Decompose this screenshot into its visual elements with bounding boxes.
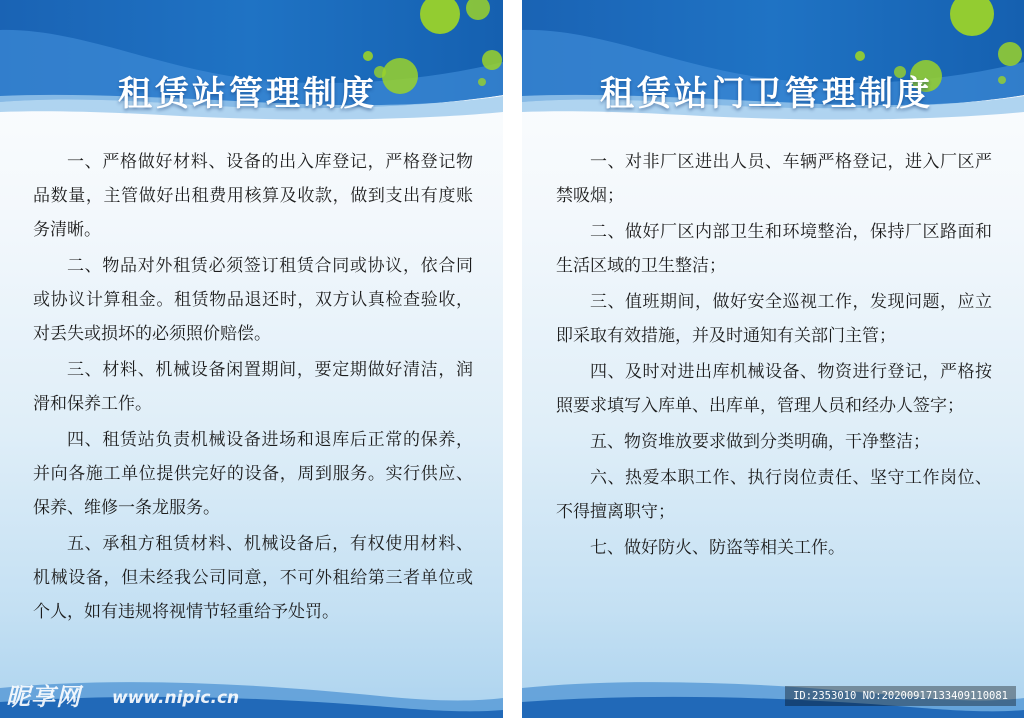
rule-paragraph: 二、物品对外租赁必须签订租赁合同或协议，依合同或协议计算租金。租赁物品退还时，双方认真检查验收，对丢失或损坏的必须照价赔偿。 xyxy=(33,256,473,344)
rules-body xyxy=(556,145,992,567)
panel-divider xyxy=(503,0,522,718)
watermark-logo: 昵享网 xyxy=(6,683,81,711)
left-poster xyxy=(0,0,503,718)
page-title: 租赁站管理制度 xyxy=(118,74,377,114)
image-id-badge: ID:2353010 NO:20200917133409110081 xyxy=(785,686,1016,706)
rule-paragraph: 二、做好厂区内部卫生和环境整治，保持厂区路面和生活区域的卫生整洁； xyxy=(556,222,992,276)
rule-paragraph: 三、材料、机械设备闲置期间，要定期做好清洁，润滑和保养工作。 xyxy=(33,360,473,414)
rule-paragraph: 一、对非厂区进出人员、车辆严格登记，进入厂区严禁吸烟； xyxy=(556,152,992,206)
rule-paragraph: 七、做好防火、防盗等相关工作。 xyxy=(590,538,845,558)
rule-paragraph: 四、及时对进出库机械设备、物资进行登记，严格按照要求填写入库单、出库单，管理人员和经办人签字； xyxy=(556,362,992,416)
rule-paragraph: 六、热爱本职工作、执行岗位责任、坚守工作岗位、不得擅离职守； xyxy=(556,468,992,522)
rules-body xyxy=(33,145,473,631)
right-poster xyxy=(522,0,1024,718)
page-title: 租赁站门卫管理制度 xyxy=(600,74,933,114)
rule-paragraph: 三、值班期间，做好安全巡视工作，发现问题，应立即采取有效措施，并及时通知有关部门主管； xyxy=(556,292,992,346)
rule-paragraph: 四、租赁站负责机械设备进场和退库后正常的保养，并向各施工单位提供完好的设备，周到服务。实行供应、保养、维修一条龙服务。 xyxy=(33,430,473,518)
rule-paragraph: 五、承租方租赁材料、机械设备后，有权使用材料、机械设备，但未经我公司同意，不可外租给第三者单位或个人，如有违规将视情节轻重给予处罚。 xyxy=(33,534,473,622)
rule-paragraph: 一、严格做好材料、设备的出入库登记，严格登记物品数量，主管做好出租费用核算及收款，做到支出有度账务清晰。 xyxy=(33,152,473,240)
watermark-url: www.nipic.cn xyxy=(112,688,240,708)
rule-paragraph: 五、物资堆放要求做到分类明确，干净整洁； xyxy=(590,432,930,452)
